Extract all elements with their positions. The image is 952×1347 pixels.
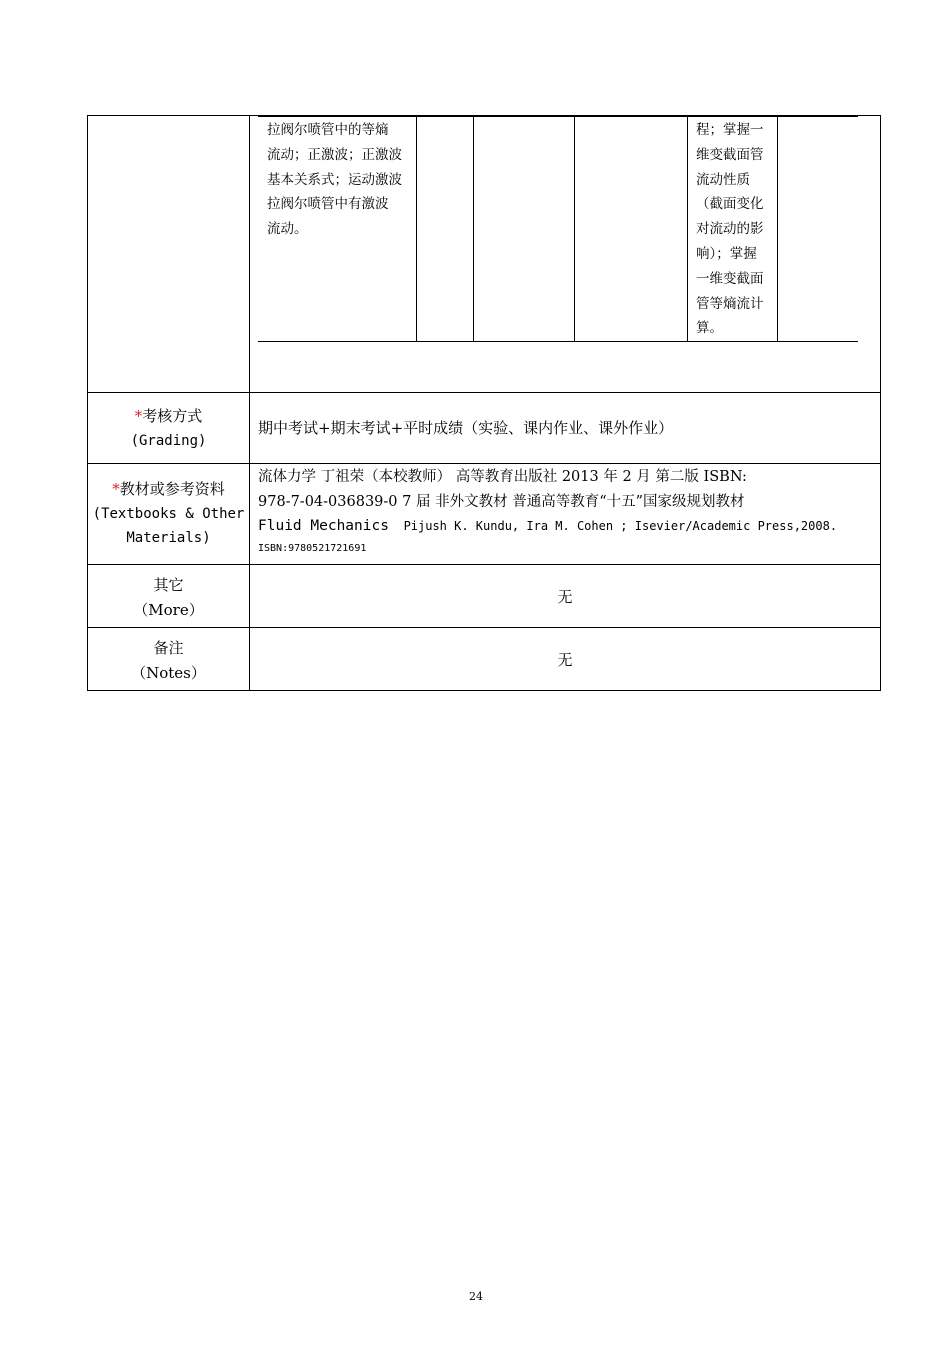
- objective-line: 程；掌握一: [696, 122, 764, 138]
- inner-col-divider-4: [687, 116, 688, 342]
- more-label: [88, 573, 249, 622]
- inner-col-divider-3: [574, 116, 575, 342]
- textbooks-label-cn: 教材或参考资料: [119, 480, 225, 498]
- more-label-cn: 其它: [153, 576, 184, 594]
- row-divider-textbooks: [87, 463, 881, 464]
- content-line: 拉阀尔喷管中的等熵: [267, 122, 389, 138]
- textbooks-label: [88, 477, 249, 551]
- grading-label-en: (Grading): [130, 432, 207, 449]
- content-line: 流动；正激波；正激波: [267, 146, 402, 163]
- notes-label-en: （Notes）: [131, 663, 206, 682]
- textbooks-label-en-2: Materials): [126, 530, 211, 546]
- more-value: 无: [557, 588, 573, 606]
- grading-label-cn: 考核方式: [142, 407, 203, 425]
- textbook-line-3: [258, 514, 878, 539]
- objective-line: 维变截面管: [696, 146, 764, 163]
- inner-col-divider-5: [777, 116, 778, 342]
- textbooks-value: [258, 465, 878, 559]
- content-line: 流动。: [267, 221, 308, 238]
- objective-line: 一维变截面: [696, 270, 764, 287]
- grading-label: [88, 404, 249, 453]
- grading-value: 期中考试+期末考试+平时成绩（实验、课内作业、课外作业）: [258, 419, 674, 437]
- content-line: 拉阀尔喷管中有激波: [267, 196, 389, 213]
- notes-value: 无: [557, 651, 573, 669]
- required-star: *: [112, 480, 120, 498]
- table-bottom-border: [87, 690, 881, 691]
- textbook-isbn-line: ISBN:9780521721691: [258, 542, 367, 554]
- required-star: *: [134, 407, 143, 425]
- inner-table-top-border: [258, 116, 858, 117]
- objective-line: 响）；掌握: [696, 245, 757, 262]
- objective-line: （截面变化: [696, 196, 764, 213]
- objective-cell: [696, 118, 776, 341]
- textbook-title-en: Fluid Mechanics: [258, 518, 389, 534]
- row-divider-grading: [87, 392, 881, 393]
- row-divider-notes: [87, 627, 881, 628]
- page-number: 24: [469, 1290, 483, 1303]
- objective-line: 流动性质: [696, 171, 750, 188]
- row-divider-more: [87, 564, 881, 565]
- table-right-border: [880, 115, 881, 691]
- objective-line: 算。: [696, 320, 723, 337]
- textbook-line-2: 978-7-04-036839-0 7 届 非外文教材 普通高等教育“十五”国家级规划教材: [258, 493, 745, 510]
- more-label-en: （More）: [133, 600, 204, 619]
- notes-label-cn: 备注: [153, 639, 184, 657]
- notes-label: [88, 636, 249, 685]
- inner-col-divider-2: [473, 116, 474, 342]
- course-content-cell: [267, 118, 417, 242]
- objective-line: 对流动的影: [696, 221, 764, 238]
- textbooks-label-en-1: (Textbooks & Other: [92, 505, 245, 522]
- textbook-line-1: 流体力学 丁祖荣（本校教师） 高等教育出版社 2013 年 2 月 第二版 ISBN:: [258, 469, 747, 485]
- content-line: 基本关系式；运动激波: [267, 171, 402, 188]
- objective-line: 管等熵流计: [696, 295, 764, 312]
- textbook-authors-en: Pijush K. Kundu, Ira M. Cohen ; Isevier/Academic Press,2008.: [403, 519, 838, 533]
